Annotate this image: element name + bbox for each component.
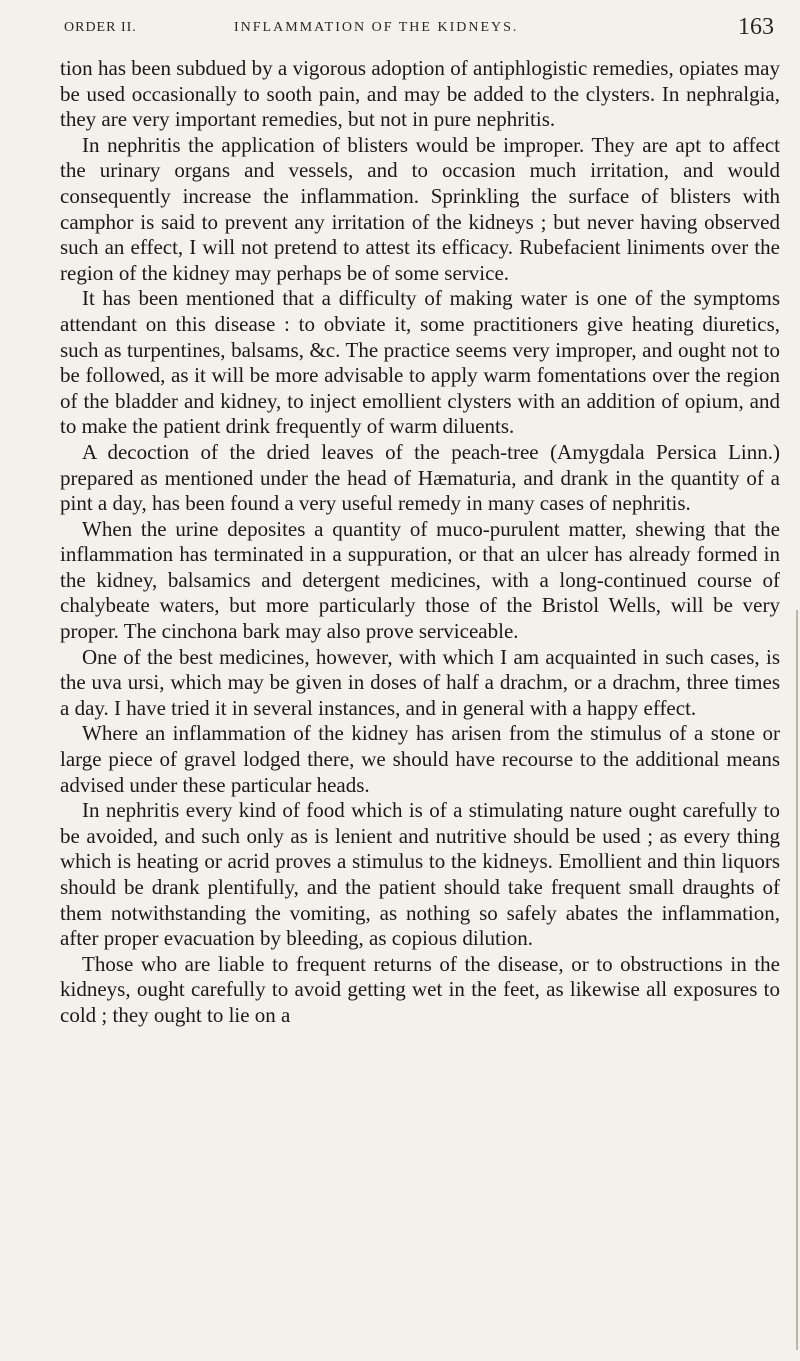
paragraph: Where an inflammation of the kidney has arisen from the stimulus of a stone or large piece of gravel lodged there, we should have recourse to the additional means advised under these particular heads.: [60, 721, 780, 797]
body-text: [60, 56, 780, 1029]
paragraph: tion has been subdued by a vigorous adoption of antiphlogistic remedies, opiates may be used occasionally to sooth pain, and may be added to the clysters. In nephralgia, they are very important remedies, but not in pure nephritis.: [60, 56, 780, 132]
paragraph: A decoction of the dried leaves of the peach-tree (Amygdala Persica Linn.) prepared as mentioned under the head of Hæmaturia, and drank in the quantity of a pint a day, has been found a very useful remedy in many cases of nephritis.: [60, 439, 780, 516]
paragraph: When the urine deposites a quantity of muco-purulent matter, shewing that the inflammation has terminated in a suppuration, or that an ulcer has already formed in the kidney, balsamics and detergent medicines, with a long-continued course of chalybeate waters, but more particularly those of the Bristol Wells, will be very proper. The cinchona bark may also prove serviceable.: [60, 516, 780, 644]
paragraph: Those who are liable to frequent returns of the disease, or to obstructions in the kidneys, ought carefully to avoid getting wet in the feet, as likewise all exposures to cold ; they ought to lie on a: [60, 951, 780, 1027]
paragraph: It has been mentioned that a difficulty of making water is one of the symptoms attendant on this disease : to obviate it, some practitioners give heating diuretics, such as turpentines, balsams, &c. The practice seems very improper, and ought not to be followed, as it will be more advisable to apply warm fomentations over the region of the bladder and kidney, to inject emollient clysters with an addition of opium, and to make the patient drink frequently of warm diluents.: [60, 286, 780, 439]
paragraph: In nephritis the application of blisters would be improper. They are apt to affect the urinary organs and vessels, and to occasion much irritation, and would consequently increase the inflammation. Sprinkling the surface of blisters with camphor is said to prevent any irritation of the kidneys ; but never having observed such an effect, I will not pretend to attest its efficacy. Rubefacient liniments over the region of the kidney may perhaps be of some service.: [60, 132, 780, 285]
running-head: [64, 8, 774, 48]
page-number: 163: [738, 14, 774, 40]
paragraph: One of the best medicines, however, with which I am acquainted in such cases, is the uva ursi, which may be given in doses of half a drachm, or a drachm, three times a day. I have tried it in several instances, and in general with a happy effect.: [60, 644, 780, 720]
running-head-title: INFLAMMATION OF THE KIDNEYS.: [234, 20, 519, 35]
running-head-order: ORDER II.: [64, 20, 137, 35]
paragraph: In nephritis every kind of food which is of a stimulating nature ought carefully to be avoided, and such only as is lenient and nutritive should be used ; as every thing which is heating or acrid proves a stimulus to the kidneys. Emollient and thin liquors should be drank plentifully, and the patient should take frequent small draughts of them notwithstanding the vomiting, as nothing so safely abates the inflammation, after proper evacuation by bleeding, as copious dilution.: [60, 798, 780, 951]
page-edge-shadow: [796, 610, 798, 1350]
